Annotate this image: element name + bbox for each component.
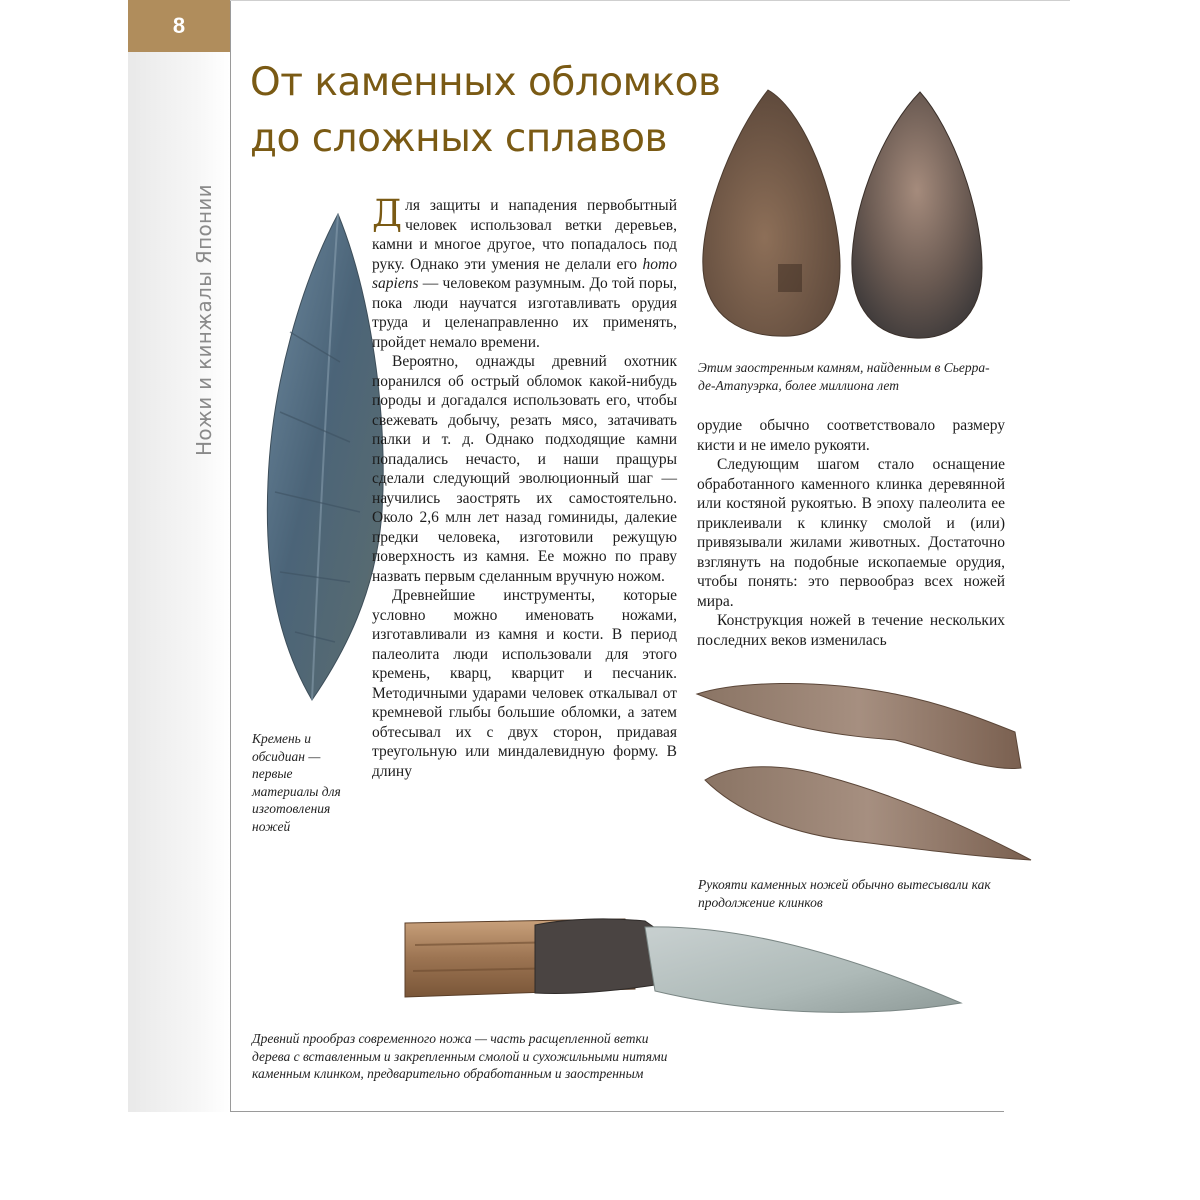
side-band: [128, 0, 230, 1112]
hand-axes-illustration: [700, 88, 990, 348]
top-edge: [230, 0, 1070, 1]
caption-stone-knives: Рукояти каменных ножей обычно вытесывали как продолжение клинков: [698, 877, 991, 910]
caption-hand-axes: Этим заостренным камням, найденным в Сьерра-де-Атапуэрка, более миллиона лет: [698, 360, 990, 393]
text-column-left: [372, 192, 677, 781]
stone-knives-illustration: [695, 680, 1035, 870]
caption-flint: Кремень и обсидиан — первые материалы для изготовления ножей: [252, 731, 341, 834]
running-title: Ножи и кинжалы Японии: [192, 184, 216, 456]
text-column-right: [697, 416, 1005, 650]
paragraph-intro: Для защиты и нападения первобытный человек использовал ветки деревьев, камни и многое другое, что попадалось под руку. Однако эти умения не делали его homo sapiens — человеком разумным. До той поры, пока люди научатся изготавливать орудия труда и целенаправленно их применять, пройдет немало времени.: [372, 192, 677, 351]
bottom-rule: [230, 1111, 1004, 1112]
page-number: 8: [128, 0, 230, 52]
title-line-1: От каменных обломков: [250, 60, 721, 105]
obsidian-blade-illustration: [250, 212, 390, 702]
latin-term: homo sapiens: [372, 255, 677, 292]
paragraph: Следующим шагом стало оснащение обработанного каменного клинка деревянной или костяной рукоятью. В эпоху палеолита ее приклеивали к клинку смолой и (или) привязывали жилами животных. Достаточно взглянуть на подобные ископаемые орудия, чтобы понять: это первообраз всех ножей мира.: [697, 456, 1005, 610]
margin-rule: [230, 0, 231, 1112]
hafted-knife-illustration: [405, 905, 965, 1025]
paragraph: орудие обычно соответствовало размеру кисти и не имело рукояти.: [697, 417, 1005, 454]
caption-hafted-knife: Древний прообраз современного ножа — часть расщепленной ветки дерева с вставленным и закрепленным смолой и сухожильными нитями каменным клинком, предварительно обработанным и заостренным: [252, 1031, 668, 1081]
title-line-2: до сложных сплавов: [250, 116, 667, 161]
page-title: [250, 55, 720, 167]
paragraph: Конструкция ножей в течение нескольких последних веков изменилась: [697, 612, 1005, 649]
paragraph: Вероятно, однажды древний охотник поранился об острый обломок какой-нибудь породы и догадался использовать его, чтобы свежевать добычу, резать мясо, затачивать палки и т. д. Однако подходящие камни попадались нечасто, и наши пращуры сделали следующий эволюционный шаг — научились заострять их самостоятельно. Около 2,6 млн лет назад гоминиды, далекие предки человека, изготовили режущую поверхность из камня. Ее можно по праву назвать первым сделанным вручную ножом.: [372, 353, 677, 585]
paragraph: Древнейшие инструменты, которые условно можно именовать ножами, изготавливали из камня и кости. В период палеолита люди использовали для этого кремень, кварц, кварцит и песчаник. Методичными ударами человек откалывал от кремневой глыбы большие обломки, а затем обтесывал их с двух сторон, придавая треугольную или миндалевидную форму. В длину: [372, 587, 677, 780]
drop-cap: Д: [372, 192, 403, 235]
